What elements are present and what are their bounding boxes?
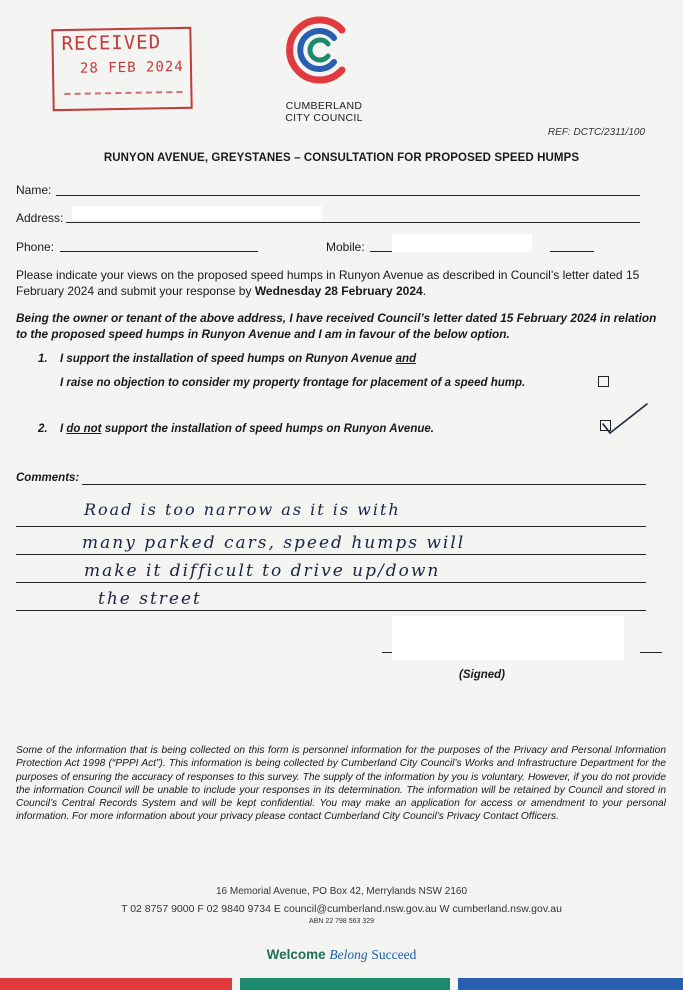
checkmark-icon [598,402,650,436]
option-1-number: 1. [38,353,48,365]
comments-line-4 [16,610,646,611]
stamp-title: RECEIVED [61,31,162,56]
reference-number: REF: DCTC/2311/100 [547,127,645,138]
comments-line-1 [16,526,646,527]
option-1-text: I support the installation of speed humps on Runyon Avenue [60,353,396,365]
stamp-date: 28 FEB 2024 [79,58,184,77]
address-label: Address: [16,211,64,225]
welcome-tagline [0,947,683,963]
name-field[interactable] [56,195,640,196]
response-deadline: Wednesday 28 February 2024 [254,284,423,298]
name-label: Name: [16,183,52,197]
phone-label: Phone: [16,240,55,254]
instructions-text: Please indicate your views on the proposed speed humps in Runyon Avenue as described in Council’s letter dated 15 February 2024 and submit your response by [16,268,640,298]
handwritten-comment-3: make it difficult to drive up/down [84,561,441,581]
option-2-do-not: do not [66,423,102,435]
form-title: RUNYON AVENUE, GREYSTANES – CONSULTATION FOR PROPOSED SPEED HUMPS [103,152,580,164]
mobile-field-end [550,251,594,252]
comments-label: Comments: [16,472,80,484]
signature-line-end [640,652,662,653]
tagline-belong: Belong [329,947,368,962]
footer-bar-teal [240,978,450,990]
signature-line-start [382,652,392,653]
comments-line-3 [16,582,646,583]
org-name-line-2: CITY COUNCIL [285,112,363,124]
phone-field[interactable] [60,251,258,252]
stamp-divider [64,91,182,95]
received-stamp [51,27,192,111]
option-2-line [60,423,434,435]
option-2-pre: I [60,423,67,435]
footer-bar-red [0,978,232,990]
handwritten-comment-2: many parked cars, speed humps will [82,533,466,553]
handwritten-comment-4: the street [98,589,202,609]
option-1-line-2: I raise no objection to consider my property frontage for placement of a speed hump. [60,377,526,389]
tagline-welcome: Welcome [266,947,326,962]
declaration-paragraph: Being the owner or tenant of the above address, I have received Council’s letter dated 15 February 2024 in relation to the proposed speed humps in Runyon Avenue and I am in favour of the below option. [16,311,657,341]
handwritten-comment-1: Road is too narrow as it is with [84,500,401,519]
instructions-paragraph [16,267,666,299]
mobile-redaction [392,234,532,252]
footer-abn: ABN 22 798 563 329 [309,918,374,925]
signed-label: (Signed) [459,669,505,681]
instructions-end: . [422,284,427,298]
address-redaction [72,206,322,220]
comments-line-0 [82,484,646,485]
option-2-number: 2. [38,423,48,435]
signature-redaction [392,616,624,660]
comments-line-2 [16,554,646,555]
footer-bar-blue [458,978,683,990]
tagline-succeed: Succeed [371,947,417,962]
address-field[interactable] [66,222,640,223]
organisation-name [274,100,374,124]
privacy-notice: Some of the information that is being collected on this form is personnel information for the purposes of the Privacy and Personal Information Protection Act 1998 (“PPPI Act”). This information is being collected by Cumberland City Council’s Works and Infrastructure Department for the purposes of ensuring the accuracy of responses to this survey. The supply of the information by you is voluntary. However, if you do not provide the information Council will be unable to include your responses in its determination. The information will be retained by Council and stored in Council’s Central Records System and will be kept confidential. You may make an application for access or amendment to your personal information. For more information about your privacy please contact Cumberland City Council’s Privacy Contact Officers. [16,745,666,823]
mobile-field[interactable] [370,251,392,252]
council-logo [284,14,356,86]
option-1-and: and [395,353,417,365]
option-2-post: support the installation of speed humps on Runyon Avenue. [101,423,434,435]
option-1-line-1 [60,353,416,365]
footer-contacts: T 02 8757 9000 F 02 9840 9734 E council@cumberland.nsw.gov.au W cumberland.nsw.gov.au [121,903,562,915]
mobile-label: Mobile: [326,240,365,254]
option-1-checkbox[interactable] [598,376,609,387]
footer-address: 16 Memorial Avenue, PO Box 42, Merrylands NSW 2160 [215,886,468,897]
org-name-line-1: CUMBERLAND [285,100,363,112]
